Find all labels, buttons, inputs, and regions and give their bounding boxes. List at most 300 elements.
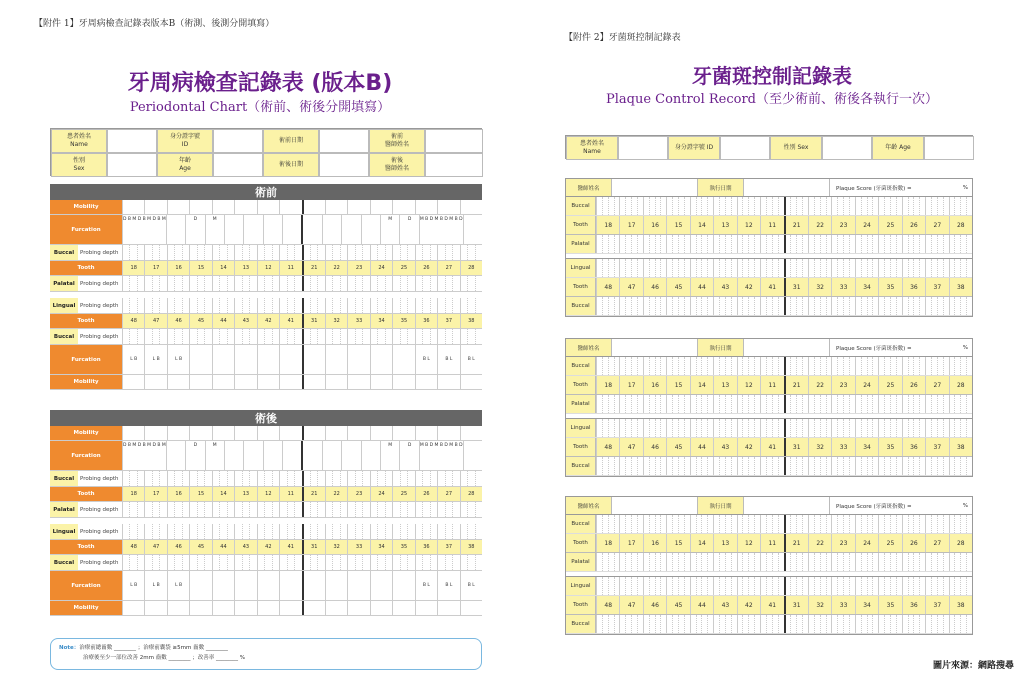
plaque-cell[interactable] bbox=[949, 457, 972, 475]
plaque-cell[interactable] bbox=[902, 419, 925, 437]
probing-depth-cell[interactable] bbox=[144, 502, 166, 517]
plaque-cell[interactable] bbox=[690, 297, 713, 315]
probing-depth-cell[interactable] bbox=[212, 555, 234, 570]
probing-depth-cell[interactable] bbox=[325, 555, 347, 570]
plaque-cell[interactable] bbox=[784, 577, 808, 595]
info-value-field[interactable] bbox=[319, 129, 369, 153]
plaque-cell[interactable] bbox=[760, 553, 783, 571]
probing-depth-cell[interactable] bbox=[392, 555, 414, 570]
mobility-cell[interactable] bbox=[189, 200, 211, 214]
plaque-cell[interactable] bbox=[784, 419, 808, 437]
probing-depth-cell[interactable] bbox=[257, 245, 279, 260]
probing-depth-cell[interactable] bbox=[460, 298, 482, 313]
probing-depth-cell[interactable] bbox=[460, 471, 482, 486]
plaque-cell[interactable] bbox=[949, 615, 972, 633]
furcation-cell[interactable] bbox=[224, 215, 243, 244]
plaque-cell[interactable] bbox=[737, 419, 760, 437]
mobility-cell[interactable] bbox=[347, 601, 369, 615]
plaque-cell[interactable] bbox=[855, 615, 878, 633]
probing-depth-cell[interactable] bbox=[370, 329, 392, 344]
probing-depth-cell[interactable] bbox=[347, 329, 369, 344]
probing-depth-cell[interactable] bbox=[460, 502, 482, 517]
probing-depth-cell[interactable] bbox=[302, 298, 325, 313]
plaque-cell[interactable] bbox=[784, 615, 808, 633]
plaque-cell[interactable] bbox=[831, 297, 854, 315]
probing-depth-cell[interactable] bbox=[370, 276, 392, 291]
plaque-cell[interactable] bbox=[878, 457, 901, 475]
plaque-cell[interactable] bbox=[878, 197, 901, 215]
plaque-cell[interactable] bbox=[808, 553, 831, 571]
mobility-cell[interactable] bbox=[122, 200, 144, 214]
plaque-cell[interactable] bbox=[925, 357, 948, 375]
probing-depth-cell[interactable] bbox=[189, 555, 211, 570]
plaque-cell[interactable] bbox=[808, 395, 831, 413]
plaque-cell[interactable] bbox=[690, 197, 713, 215]
mobility-cell[interactable] bbox=[392, 200, 414, 214]
plaque-cell[interactable] bbox=[878, 577, 901, 595]
mobility-cell[interactable] bbox=[212, 375, 234, 389]
mobility-cell[interactable] bbox=[279, 426, 301, 440]
plaque-cell[interactable] bbox=[713, 515, 736, 533]
plaque-cell[interactable] bbox=[949, 577, 972, 595]
probing-depth-cell[interactable] bbox=[279, 555, 301, 570]
plaque-cell[interactable] bbox=[596, 419, 619, 437]
plaque-cell[interactable] bbox=[690, 553, 713, 571]
probing-depth-cell[interactable] bbox=[415, 276, 437, 291]
mobility-cell[interactable] bbox=[302, 200, 325, 214]
probing-depth-cell[interactable] bbox=[257, 555, 279, 570]
furcation-cell[interactable] bbox=[144, 571, 166, 600]
furcation-cell[interactable] bbox=[122, 345, 144, 374]
plaque-cell[interactable] bbox=[808, 357, 831, 375]
plaque-cell[interactable] bbox=[643, 235, 666, 253]
furcation-cell[interactable] bbox=[301, 215, 321, 244]
probing-depth-cell[interactable] bbox=[189, 276, 211, 291]
mobility-cell[interactable] bbox=[212, 200, 234, 214]
furcation-cell[interactable] bbox=[302, 345, 325, 374]
furcation-cell[interactable] bbox=[234, 345, 256, 374]
plaque-cell[interactable] bbox=[713, 457, 736, 475]
mobility-cell[interactable] bbox=[325, 375, 347, 389]
mobility-cell[interactable] bbox=[279, 200, 301, 214]
plaque-cell[interactable] bbox=[713, 197, 736, 215]
probing-depth-cell[interactable] bbox=[370, 502, 392, 517]
furcation-cell[interactable] bbox=[212, 345, 234, 374]
plaque-cell[interactable] bbox=[855, 235, 878, 253]
probing-depth-cell[interactable] bbox=[122, 245, 144, 260]
exec-date-field[interactable] bbox=[744, 497, 830, 514]
furcation-cell[interactable] bbox=[415, 571, 437, 600]
mobility-cell[interactable] bbox=[370, 200, 392, 214]
mobility-cell[interactable] bbox=[144, 426, 166, 440]
probing-depth-cell[interactable] bbox=[234, 524, 256, 539]
probing-depth-cell[interactable] bbox=[347, 471, 369, 486]
furcation-cell[interactable] bbox=[463, 441, 482, 470]
mobility-cell[interactable] bbox=[144, 200, 166, 214]
plaque-cell[interactable] bbox=[596, 553, 619, 571]
plaque-cell[interactable] bbox=[902, 553, 925, 571]
probing-depth-cell[interactable] bbox=[122, 502, 144, 517]
probing-depth-cell[interactable] bbox=[234, 276, 256, 291]
plaque-cell[interactable] bbox=[619, 235, 642, 253]
mobility-cell[interactable] bbox=[189, 375, 211, 389]
probing-depth-cell[interactable] bbox=[415, 471, 437, 486]
plaque-cell[interactable] bbox=[643, 395, 666, 413]
mobility-cell[interactable] bbox=[257, 375, 279, 389]
doctor-name-field[interactable] bbox=[612, 497, 698, 514]
probing-depth-cell[interactable] bbox=[437, 329, 459, 344]
mobility-cell[interactable] bbox=[437, 375, 459, 389]
plaque-cell[interactable] bbox=[737, 259, 760, 277]
plaque-cell[interactable] bbox=[949, 395, 972, 413]
furcation-cell[interactable] bbox=[370, 345, 392, 374]
plaque-cell[interactable] bbox=[760, 419, 783, 437]
furcation-cell[interactable] bbox=[185, 215, 204, 244]
plaque-cell[interactable] bbox=[902, 577, 925, 595]
furcation-cell[interactable] bbox=[122, 215, 166, 244]
plaque-cell[interactable] bbox=[902, 297, 925, 315]
probing-depth-cell[interactable] bbox=[189, 524, 211, 539]
furcation-cell[interactable] bbox=[166, 441, 185, 470]
plaque-cell[interactable] bbox=[690, 577, 713, 595]
plaque-cell[interactable] bbox=[666, 515, 689, 533]
mobility-cell[interactable] bbox=[189, 426, 211, 440]
mobility-cell[interactable] bbox=[122, 426, 144, 440]
furcation-cell[interactable] bbox=[460, 345, 482, 374]
probing-depth-cell[interactable] bbox=[437, 245, 459, 260]
plaque-cell[interactable] bbox=[690, 395, 713, 413]
plaque-cell[interactable] bbox=[784, 395, 808, 413]
plaque-cell[interactable] bbox=[596, 235, 619, 253]
mobility-cell[interactable] bbox=[257, 426, 279, 440]
plaque-cell[interactable] bbox=[760, 259, 783, 277]
plaque-cell[interactable] bbox=[902, 395, 925, 413]
plaque-cell[interactable] bbox=[784, 297, 808, 315]
plaque-cell[interactable] bbox=[925, 297, 948, 315]
probing-depth-cell[interactable] bbox=[212, 524, 234, 539]
plaque-cell[interactable] bbox=[855, 553, 878, 571]
mobility-cell[interactable] bbox=[234, 601, 256, 615]
probing-depth-cell[interactable] bbox=[189, 245, 211, 260]
plaque-cell[interactable] bbox=[855, 457, 878, 475]
plaque-cell[interactable] bbox=[713, 553, 736, 571]
info-value-field[interactable] bbox=[425, 129, 483, 153]
probing-depth-cell[interactable] bbox=[122, 555, 144, 570]
plaque-cell[interactable] bbox=[902, 235, 925, 253]
probing-depth-cell[interactable] bbox=[437, 555, 459, 570]
probing-depth-cell[interactable] bbox=[347, 524, 369, 539]
probing-depth-cell[interactable] bbox=[234, 555, 256, 570]
plaque-cell[interactable] bbox=[902, 457, 925, 475]
probing-depth-cell[interactable] bbox=[257, 329, 279, 344]
plaque-cell[interactable] bbox=[831, 197, 854, 215]
probing-depth-cell[interactable] bbox=[212, 329, 234, 344]
probing-depth-cell[interactable] bbox=[415, 245, 437, 260]
plaque-cell[interactable] bbox=[596, 357, 619, 375]
plaque-cell[interactable] bbox=[666, 577, 689, 595]
plaque-cell[interactable] bbox=[878, 553, 901, 571]
furcation-cell[interactable] bbox=[361, 215, 380, 244]
probing-depth-cell[interactable] bbox=[325, 471, 347, 486]
furcation-cell[interactable] bbox=[325, 345, 347, 374]
plaque-cell[interactable] bbox=[619, 297, 642, 315]
furcation-cell[interactable] bbox=[380, 215, 399, 244]
plaque-cell[interactable] bbox=[690, 515, 713, 533]
probing-depth-cell[interactable] bbox=[415, 329, 437, 344]
probing-depth-cell[interactable] bbox=[370, 555, 392, 570]
furcation-cell[interactable] bbox=[167, 345, 189, 374]
mobility-cell[interactable] bbox=[302, 601, 325, 615]
furcation-cell[interactable] bbox=[205, 441, 224, 470]
plaque-cell[interactable] bbox=[878, 395, 901, 413]
probing-depth-cell[interactable] bbox=[415, 298, 437, 313]
probing-depth-cell[interactable] bbox=[189, 329, 211, 344]
plaque-cell[interactable] bbox=[808, 197, 831, 215]
furcation-cell[interactable] bbox=[224, 441, 243, 470]
furcation-cell[interactable] bbox=[437, 571, 459, 600]
plaque-cell[interactable] bbox=[619, 515, 642, 533]
plaque-cell[interactable] bbox=[878, 515, 901, 533]
plaque-cell[interactable] bbox=[925, 553, 948, 571]
probing-depth-cell[interactable] bbox=[437, 524, 459, 539]
probing-depth-cell[interactable] bbox=[257, 276, 279, 291]
probing-depth-cell[interactable] bbox=[325, 329, 347, 344]
plaque-cell[interactable] bbox=[737, 457, 760, 475]
info-value-field[interactable] bbox=[213, 129, 263, 153]
probing-depth-cell[interactable] bbox=[392, 298, 414, 313]
plaque-cell[interactable] bbox=[949, 553, 972, 571]
probing-depth-cell[interactable] bbox=[144, 298, 166, 313]
mobility-cell[interactable] bbox=[347, 375, 369, 389]
probing-depth-cell[interactable] bbox=[347, 555, 369, 570]
probing-depth-cell[interactable] bbox=[370, 471, 392, 486]
plaque-cell[interactable] bbox=[596, 297, 619, 315]
plaque-cell[interactable] bbox=[737, 297, 760, 315]
probing-depth-cell[interactable] bbox=[347, 502, 369, 517]
furcation-cell[interactable] bbox=[347, 345, 369, 374]
probing-depth-cell[interactable] bbox=[144, 555, 166, 570]
plaque-cell[interactable] bbox=[737, 235, 760, 253]
plaque-cell[interactable] bbox=[902, 259, 925, 277]
plaque-cell[interactable] bbox=[831, 577, 854, 595]
plaque-cell[interactable] bbox=[713, 577, 736, 595]
plaque-cell[interactable] bbox=[619, 197, 642, 215]
plaque-cell[interactable] bbox=[713, 357, 736, 375]
plaque-cell[interactable] bbox=[902, 357, 925, 375]
probing-depth-cell[interactable] bbox=[279, 276, 301, 291]
plaque-cell[interactable] bbox=[855, 259, 878, 277]
plaque-cell[interactable] bbox=[690, 357, 713, 375]
furcation-cell[interactable] bbox=[166, 215, 185, 244]
probing-depth-cell[interactable] bbox=[437, 298, 459, 313]
exec-date-field[interactable] bbox=[744, 339, 830, 356]
plaque-cell[interactable] bbox=[808, 577, 831, 595]
probing-depth-cell[interactable] bbox=[167, 329, 189, 344]
probing-depth-cell[interactable] bbox=[234, 329, 256, 344]
probing-depth-cell[interactable] bbox=[460, 276, 482, 291]
plaque-cell[interactable] bbox=[925, 615, 948, 633]
mobility-cell[interactable] bbox=[460, 426, 482, 440]
probing-depth-cell[interactable] bbox=[460, 524, 482, 539]
plaque-cell[interactable] bbox=[643, 357, 666, 375]
exec-date-field[interactable] bbox=[744, 179, 830, 196]
probing-depth-cell[interactable] bbox=[415, 524, 437, 539]
mobility-cell[interactable] bbox=[392, 601, 414, 615]
furcation-cell[interactable] bbox=[301, 441, 321, 470]
probing-depth-cell[interactable] bbox=[122, 471, 144, 486]
plaque-cell[interactable] bbox=[878, 419, 901, 437]
plaque-cell[interactable] bbox=[925, 419, 948, 437]
mobility-cell[interactable] bbox=[279, 375, 301, 389]
furcation-cell[interactable] bbox=[419, 215, 463, 244]
info-value-field[interactable] bbox=[107, 153, 157, 177]
plaque-cell[interactable] bbox=[808, 297, 831, 315]
mobility-cell[interactable] bbox=[415, 375, 437, 389]
furcation-cell[interactable] bbox=[341, 441, 360, 470]
plaque-cell[interactable] bbox=[666, 615, 689, 633]
probing-depth-cell[interactable] bbox=[302, 329, 325, 344]
probing-depth-cell[interactable] bbox=[325, 245, 347, 260]
probing-depth-cell[interactable] bbox=[122, 298, 144, 313]
mobility-cell[interactable] bbox=[347, 200, 369, 214]
mobility-cell[interactable] bbox=[460, 375, 482, 389]
probing-depth-cell[interactable] bbox=[167, 276, 189, 291]
probing-depth-cell[interactable] bbox=[325, 298, 347, 313]
mobility-cell[interactable] bbox=[392, 426, 414, 440]
probing-depth-cell[interactable] bbox=[302, 555, 325, 570]
plaque-cell[interactable] bbox=[596, 395, 619, 413]
furcation-cell[interactable] bbox=[189, 571, 211, 600]
plaque-cell[interactable] bbox=[855, 357, 878, 375]
probing-depth-cell[interactable] bbox=[144, 471, 166, 486]
furcation-cell[interactable] bbox=[282, 441, 301, 470]
plaque-cell[interactable] bbox=[619, 259, 642, 277]
probing-depth-cell[interactable] bbox=[347, 298, 369, 313]
plaque-cell[interactable] bbox=[690, 235, 713, 253]
info-value-field[interactable] bbox=[720, 136, 770, 160]
furcation-cell[interactable] bbox=[234, 571, 256, 600]
furcation-cell[interactable] bbox=[144, 345, 166, 374]
plaque-cell[interactable] bbox=[690, 259, 713, 277]
mobility-cell[interactable] bbox=[415, 200, 437, 214]
probing-depth-cell[interactable] bbox=[370, 245, 392, 260]
plaque-cell[interactable] bbox=[666, 197, 689, 215]
furcation-cell[interactable] bbox=[189, 345, 211, 374]
probing-depth-cell[interactable] bbox=[325, 524, 347, 539]
plaque-cell[interactable] bbox=[855, 395, 878, 413]
plaque-cell[interactable] bbox=[878, 259, 901, 277]
plaque-cell[interactable] bbox=[808, 419, 831, 437]
probing-depth-cell[interactable] bbox=[279, 245, 301, 260]
plaque-cell[interactable] bbox=[760, 235, 783, 253]
plaque-cell[interactable] bbox=[643, 259, 666, 277]
probing-depth-cell[interactable] bbox=[144, 329, 166, 344]
furcation-cell[interactable] bbox=[122, 571, 144, 600]
furcation-cell[interactable] bbox=[257, 345, 279, 374]
furcation-cell[interactable] bbox=[243, 441, 262, 470]
plaque-cell[interactable] bbox=[666, 553, 689, 571]
probing-depth-cell[interactable] bbox=[392, 502, 414, 517]
probing-depth-cell[interactable] bbox=[167, 524, 189, 539]
plaque-cell[interactable] bbox=[737, 577, 760, 595]
plaque-cell[interactable] bbox=[949, 419, 972, 437]
plaque-cell[interactable] bbox=[808, 615, 831, 633]
plaque-cell[interactable] bbox=[855, 297, 878, 315]
probing-depth-cell[interactable] bbox=[415, 502, 437, 517]
plaque-cell[interactable] bbox=[784, 515, 808, 533]
furcation-cell[interactable] bbox=[399, 441, 418, 470]
plaque-cell[interactable] bbox=[643, 615, 666, 633]
probing-depth-cell[interactable] bbox=[167, 298, 189, 313]
plaque-cell[interactable] bbox=[831, 615, 854, 633]
probing-depth-cell[interactable] bbox=[415, 555, 437, 570]
probing-depth-cell[interactable] bbox=[347, 276, 369, 291]
probing-depth-cell[interactable] bbox=[257, 502, 279, 517]
mobility-cell[interactable] bbox=[144, 601, 166, 615]
mobility-cell[interactable] bbox=[167, 426, 189, 440]
furcation-cell[interactable] bbox=[370, 571, 392, 600]
probing-depth-cell[interactable] bbox=[257, 524, 279, 539]
plaque-cell[interactable] bbox=[643, 197, 666, 215]
mobility-cell[interactable] bbox=[370, 601, 392, 615]
plaque-cell[interactable] bbox=[760, 197, 783, 215]
mobility-cell[interactable] bbox=[325, 200, 347, 214]
plaque-cell[interactable] bbox=[925, 457, 948, 475]
furcation-cell[interactable] bbox=[415, 345, 437, 374]
mobility-cell[interactable] bbox=[122, 601, 144, 615]
plaque-cell[interactable] bbox=[855, 419, 878, 437]
probing-depth-cell[interactable] bbox=[302, 276, 325, 291]
probing-depth-cell[interactable] bbox=[234, 245, 256, 260]
plaque-cell[interactable] bbox=[949, 235, 972, 253]
furcation-cell[interactable] bbox=[122, 441, 166, 470]
plaque-cell[interactable] bbox=[596, 577, 619, 595]
plaque-cell[interactable] bbox=[643, 515, 666, 533]
probing-depth-cell[interactable] bbox=[392, 276, 414, 291]
plaque-cell[interactable] bbox=[784, 357, 808, 375]
doctor-name-field[interactable] bbox=[612, 339, 698, 356]
mobility-cell[interactable] bbox=[302, 375, 325, 389]
probing-depth-cell[interactable] bbox=[212, 276, 234, 291]
plaque-cell[interactable] bbox=[643, 457, 666, 475]
plaque-cell[interactable] bbox=[619, 553, 642, 571]
furcation-cell[interactable] bbox=[279, 345, 301, 374]
mobility-cell[interactable] bbox=[189, 601, 211, 615]
probing-depth-cell[interactable] bbox=[392, 329, 414, 344]
furcation-cell[interactable] bbox=[243, 215, 262, 244]
probing-depth-cell[interactable] bbox=[257, 298, 279, 313]
mobility-cell[interactable] bbox=[437, 426, 459, 440]
furcation-cell[interactable] bbox=[302, 571, 325, 600]
probing-depth-cell[interactable] bbox=[279, 502, 301, 517]
plaque-cell[interactable] bbox=[666, 235, 689, 253]
info-value-field[interactable] bbox=[425, 153, 483, 177]
plaque-cell[interactable] bbox=[949, 259, 972, 277]
plaque-cell[interactable] bbox=[596, 515, 619, 533]
plaque-cell[interactable] bbox=[737, 197, 760, 215]
mobility-cell[interactable] bbox=[460, 200, 482, 214]
mobility-cell[interactable] bbox=[302, 426, 325, 440]
furcation-cell[interactable] bbox=[167, 571, 189, 600]
furcation-cell[interactable] bbox=[322, 215, 341, 244]
furcation-cell[interactable] bbox=[347, 571, 369, 600]
plaque-cell[interactable] bbox=[784, 235, 808, 253]
furcation-cell[interactable] bbox=[257, 571, 279, 600]
plaque-cell[interactable] bbox=[713, 235, 736, 253]
probing-depth-cell[interactable] bbox=[167, 502, 189, 517]
plaque-cell[interactable] bbox=[666, 297, 689, 315]
probing-depth-cell[interactable] bbox=[189, 502, 211, 517]
